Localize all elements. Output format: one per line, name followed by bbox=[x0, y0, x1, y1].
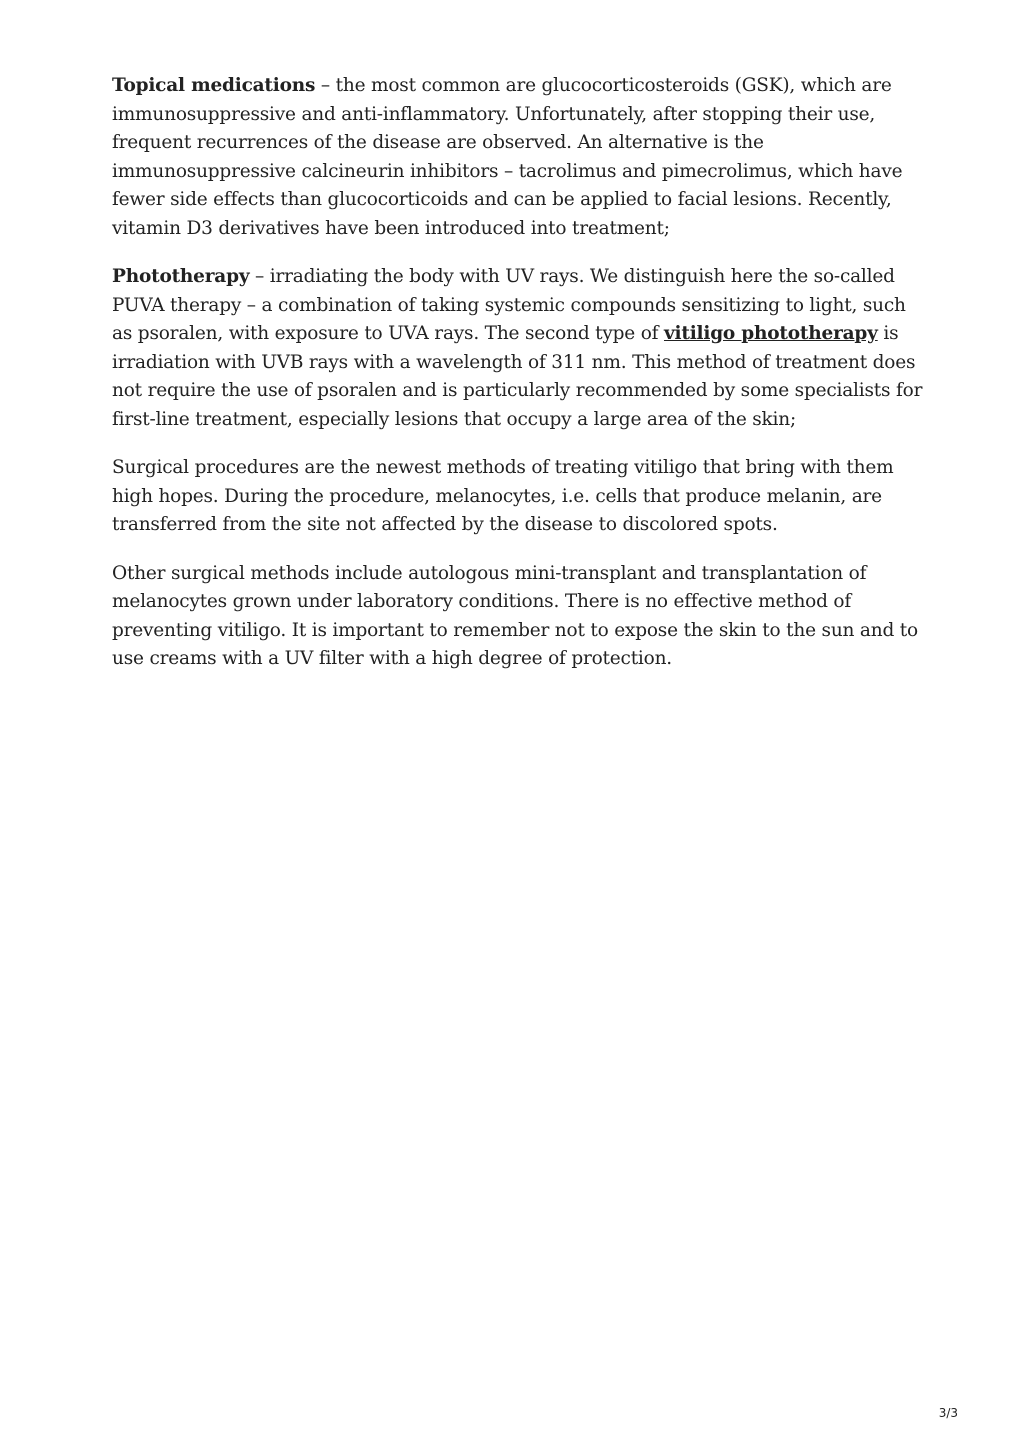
phototherapy-heading: Phototherapy bbox=[112, 266, 250, 287]
phototherapy-text-before-link: – irradiating the body with UV rays. We distinguish here the so-called PUVA therapy – a combination of taking systemic compounds sensitizing to light, such as psoralen, with exposure to UVA rays. The second type of bbox=[112, 266, 906, 344]
paragraph-phototherapy bbox=[112, 263, 926, 434]
document-body bbox=[112, 72, 926, 694]
page-number: 3/3 bbox=[938, 1406, 958, 1420]
phototherapy-text-after-link: is irradiation with UVB rays with a wavelength of 311 nm. This method of treatment does not require the use of psoralen and is particularly recommended by some specialists for first-line treatment, especially lesions that occupy a large area of the skin; bbox=[112, 323, 923, 430]
vitiligo-phototherapy-link[interactable]: vitiligo phototherapy bbox=[663, 323, 878, 344]
topical-medications-text: – the most common are glucocorticosteroids (GSK), which are immunosuppressive and anti-inflammatory. Unfortunately, after stopping their use, frequent recurrences of the disease are observed. An alternative is the immunosuppressive calcineurin inhibitors – tacrolimus and pimecrolimus, which have fewer side effects than glucocorticoids and can be applied to facial lesions. Recently, vitamin D3 derivatives have been introduced into treatment; bbox=[112, 75, 903, 239]
paragraph-other-surgical-methods: Other surgical methods include autologous mini-transplant and transplantation of melanocytes grown under laboratory conditions. There is no effective method of preventing vitiligo. It is important to remember not to expose the skin to the sun and to use creams with a UV filter with a high degree of protection. bbox=[112, 562, 918, 669]
topical-medications-heading: Topical medications bbox=[112, 75, 316, 96]
paragraph-surgical-procedures: Surgical procedures are the newest methods of treating vitiligo that bring with them high hopes. During the procedure, melanocytes, i.e. cells that produce melanin, are transferred from the site not affected by the disease to discolored spots. bbox=[112, 457, 894, 535]
paragraph-topical-medications bbox=[112, 72, 926, 243]
